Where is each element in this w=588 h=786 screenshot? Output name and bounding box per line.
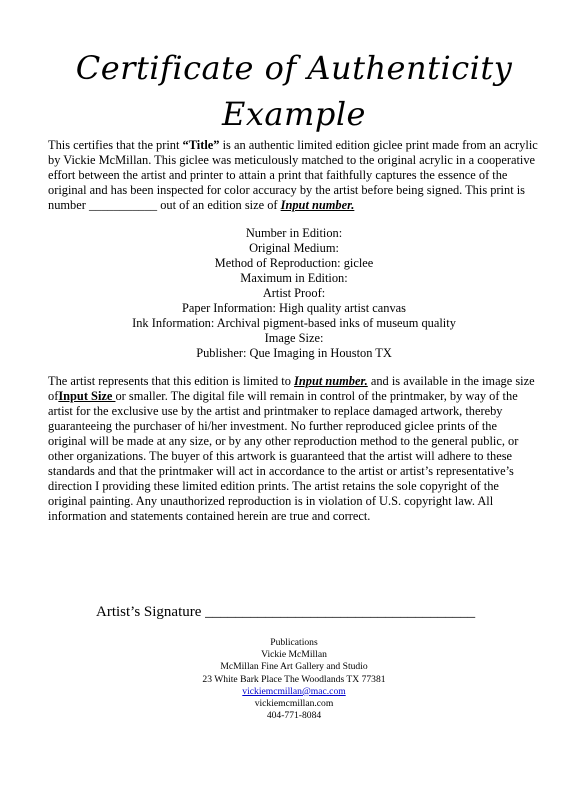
detail-publisher: Publisher: Que Imaging in Houston TX [196,346,392,360]
certificate-subtitle: Example [222,95,366,133]
detail-ink-information: Ink Information: Archival pigment-based inks of museum quality [132,316,456,330]
intro-paragraph [48,138,538,213]
edition-limit-input-placeholder: Input number. [294,374,368,388]
detail-original-medium: Original Medium: [249,241,339,255]
detail-number-in-edition: Number in Edition: [245,226,343,240]
intro-text-a: This certifies that the print [48,138,183,152]
footer-artist-name: Vickie McMillan [261,649,327,661]
edition-details [0,226,588,361]
image-size-input-placeholder: Input Size [58,389,116,403]
detail-image-size: Image Size: [264,331,324,345]
footer-publications: Publications [270,637,318,648]
statement-text-a: The artist represents that this edition is limited to [48,374,295,388]
edition-size-input-placeholder: Input number. [280,198,355,212]
footer-gallery-name: McMillan Fine Art Gallery and Studio [220,661,368,673]
statement-text-c: or smaller. The digital file will remain in control of the printmaker, by way of the artist for the exclusive use by the artist and printmaker to replace damaged artwork, thereby guaranteeing the purchaser of hi/her investment. No further reproduced giclee prints of the original will be made at any size, or by any other reproduction method to the general public, or other organizations. The buyer of this artwork is guaranteed that the artist will adhere to these standards and that the printmaker will act in accordance to the artist or artist’s representative’s direction I providing these limited edition prints. The artist retains the sole copyright of the original painting. Any unauthorized reproduction is in violation of U.S. copyright law. All information and statements contained herein are true and correct. [48,389,519,523]
footer-email-link[interactable]: vickiemcmillan@mac.com [242,685,346,697]
certificate-title: Certificate of Authenticity [75,49,513,87]
detail-method-of-reproduction: Method of Reproduction: giclee [214,256,374,270]
detail-maximum-in-edition: Maximum in Edition: [240,271,348,285]
footer-phone: 404-771-8084 [266,710,322,722]
publisher-footer [0,637,588,722]
intro-text-b: is an authentic limited edition giclee print made from an acrylic by Vickie McMillan. This giclee was meticulously matched to the original acrylic in a cooperative effort between the artist and printer to attain a print that faithfully captures the essence of the original and has been inspected for color accuracy by the artist before being signed. This print is number ___________ out of an edition size of [48,138,538,212]
statement-paragraph [48,374,538,524]
detail-paper-information: Paper Information: High quality artist canvas [181,301,406,315]
detail-artist-proof: Artist Proof: [262,286,326,300]
statement-text-b: and is available in the image size of [48,374,535,403]
print-title-token: “Title” [182,138,220,152]
artist-signature-line: Artist’s Signature ____________________________________ [96,604,476,620]
footer-website: vickiemcmillan.com [254,698,334,710]
footer-address: 23 White Bark Place The Woodlands TX 77381 [202,673,386,685]
